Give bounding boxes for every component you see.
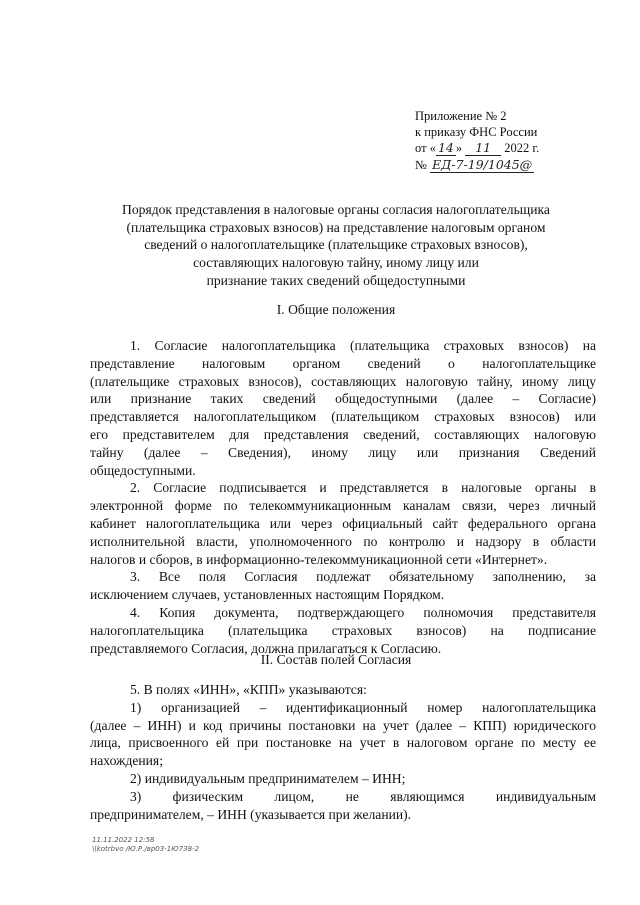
- title-line: признание таких сведений общедоступными: [206, 272, 466, 288]
- paragraph-line: предпринимателем, – ИНН (указывается при желании).: [90, 806, 412, 822]
- paragraph-line: 2) индивидуальным предпринимателем – ИНН;: [130, 770, 406, 786]
- paragraph-line: 3. Все поля Согласия подлежат обязательному заполнению, за: [130, 569, 596, 585]
- date-prefix: от «: [415, 141, 436, 155]
- date-day: 14: [437, 140, 454, 155]
- paragraph-line: представляемого Согласия, должна прилагаться к Согласию.: [90, 640, 442, 656]
- date-year: 2022 г.: [504, 141, 540, 155]
- title-line: составляющих налоговую тайну, иному лицу или: [193, 255, 479, 271]
- title-line: (плательщика страховых взносов) на представление налоговым органом: [126, 219, 546, 235]
- paragraph-line: тайну (далее – Сведения), иному лицу или признания Сведений: [90, 444, 596, 460]
- paragraph-line: его представителем для представления сведений, составляющих налоговую: [90, 426, 596, 442]
- title-line: Порядок представления в налоговые органы согласия налогоплательщика: [122, 202, 550, 217]
- date-month: 11: [465, 140, 501, 156]
- title-line: сведений о налогоплательщике (плательщике страховых взносов),: [144, 237, 528, 253]
- order-reference: к приказу ФНС России: [415, 124, 538, 139]
- footer-file-path: \\kotrbvo /Ю.Р./вр03-1Ю738-2: [92, 845, 200, 853]
- order-number: [415, 157, 605, 174]
- paragraph-line: кабинет налогоплательщика или через официальный сайт федерального органа: [90, 515, 596, 531]
- paragraph-line: общедоступными.: [90, 462, 196, 478]
- paragraph-line: (далее – ИНН) и код причины постановки на учет (далее – КПП) юридического: [90, 717, 596, 733]
- paragraph-line: представляется налогоплательщиком (плательщиком страховых взносов) или: [90, 409, 596, 425]
- section-heading-fields: II. Состав полей Согласия: [260, 652, 412, 667]
- appendix-line: Приложение № 2: [415, 109, 507, 123]
- section-heading-general: I. Общие положения: [276, 302, 396, 317]
- paragraph-line: 4. Копия документа, подтверждающего полномочия представителя: [130, 604, 596, 620]
- appendix-block: [415, 109, 605, 173]
- paragraph-line: 1. Согласие налогоплательщика (плательщика страховых взносов) на: [130, 338, 596, 353]
- paragraph-line: представление налоговым органом сведений о налогоплательщике: [90, 355, 596, 371]
- footer-timestamp: 11.11.2022 12:58: [92, 836, 155, 844]
- paragraph-line: (плательщике страховых взносов), составляющих налоговую тайну, иному лицу: [90, 373, 596, 389]
- order-date: [415, 140, 605, 157]
- paragraph-line: 3) физическим лицом, не являющимся индивидуальным: [130, 788, 596, 804]
- date-mid: »: [455, 141, 463, 155]
- document-title: [90, 201, 582, 290]
- number-prefix: №: [415, 157, 427, 172]
- paragraph-line: электронной форме по телекоммуникационным каналам связи, через личный: [90, 498, 596, 514]
- paragraph-line: 2. Согласие подписывается и представляется в налоговые органы в: [130, 480, 596, 496]
- number-value: ЕД-7-19/1045@: [432, 156, 533, 172]
- section-general-body: [90, 337, 596, 657]
- document-footer: [92, 836, 199, 854]
- paragraph-line: 5. В полях «ИНН», «КПП» указываются:: [130, 682, 367, 697]
- paragraph-line: налогов и сборов, в информационно-телекоммуникационной сети «Интернет».: [90, 551, 548, 567]
- paragraph-line: налогоплательщика (плательщика страховых взносов) на подписание: [90, 622, 596, 638]
- paragraph-line: исключением случаев, установленных настоящим Порядком.: [90, 587, 445, 603]
- paragraph-line: лица, присвоенного ей при постановке на учет в налоговом органе по месту ее: [90, 735, 596, 751]
- paragraph-line: или признание таких сведений общедоступными (далее – Согласие): [90, 391, 596, 407]
- paragraph-line: исполнительной власти, уполномоченного по контролю и надзору в области: [90, 533, 596, 549]
- section-fields-body: [90, 681, 596, 823]
- paragraph-line: 1) организацией – идентификационный номер налогоплательщика: [130, 699, 596, 715]
- paragraph-line: нахождения;: [90, 753, 163, 769]
